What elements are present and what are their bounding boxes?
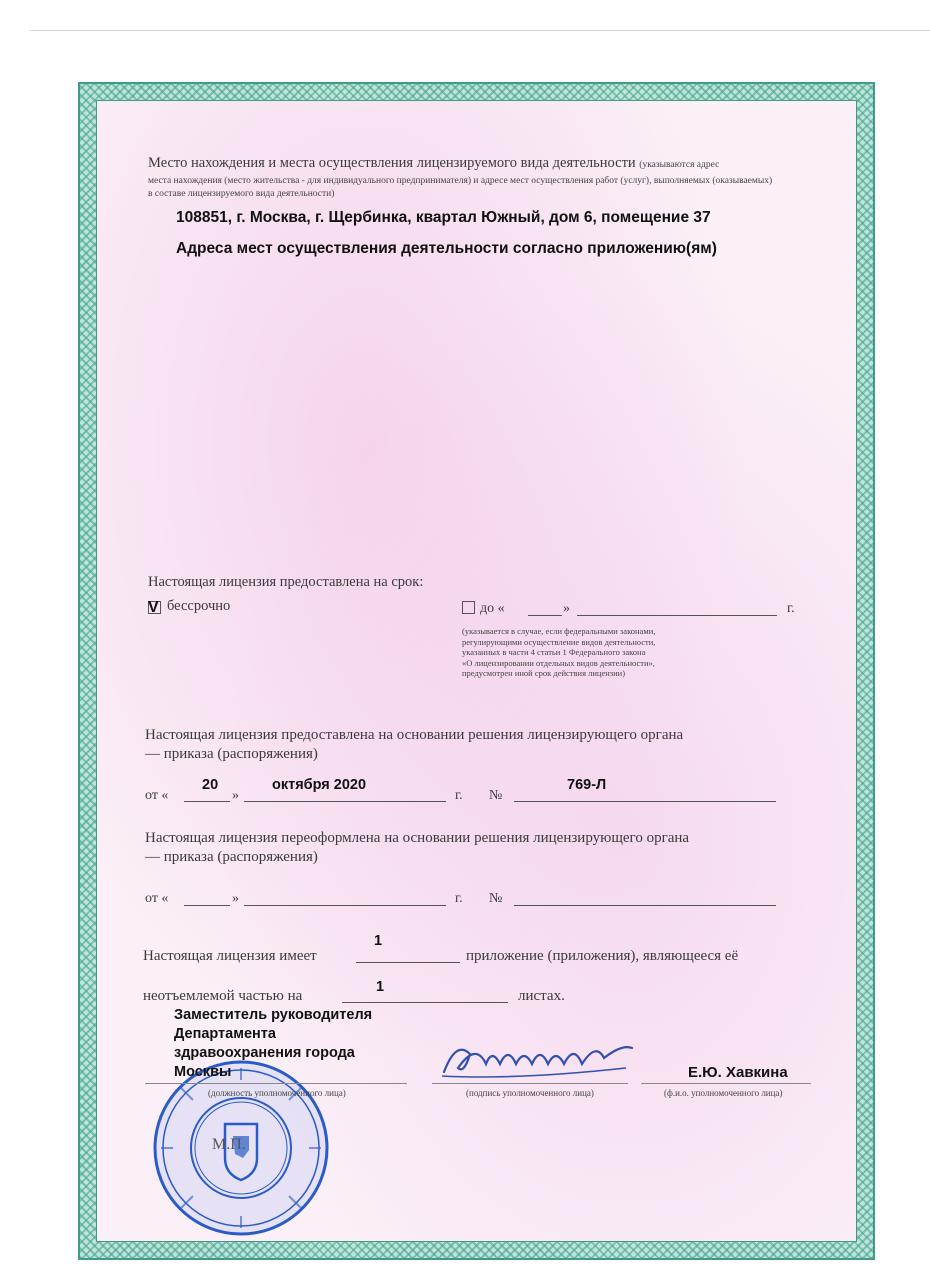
reissue-line1: Настоящая лицензия переоформлена на основании решения лицензирующего органа	[145, 830, 690, 846]
position-line: здравоохранения города	[174, 1045, 355, 1061]
location-heading-text: Место нахождения и места осуществления лицензируемого вида деятельности	[148, 155, 636, 171]
basis-number-sign: №	[489, 788, 503, 803]
appendix-sheets-line	[342, 1002, 508, 1003]
until-date-line	[577, 615, 777, 616]
reissue-from-mid: »	[232, 891, 239, 906]
basis-line2: — приказа (распоряжения)	[145, 746, 318, 762]
appendix-count: 1	[374, 933, 383, 949]
reissue-line2: — приказа (распоряжения)	[145, 849, 318, 865]
reissue-year-suffix: г.	[455, 891, 463, 906]
stamp-mark: М.П.	[212, 1136, 246, 1153]
appendix-sheets: 1	[376, 979, 385, 995]
reissue-from-prefix: от «	[145, 891, 169, 906]
until-prefix: до «	[480, 601, 505, 616]
term-note	[462, 626, 655, 679]
position-line: Москвы	[174, 1064, 232, 1080]
position-line: Департамента	[174, 1026, 276, 1042]
handwritten-signature	[436, 1034, 636, 1082]
term-note-line: предусмотрен иной срок действия лицензии)	[462, 668, 626, 678]
basis-year-suffix: г.	[455, 788, 463, 803]
checkbox-check-mark: V	[148, 599, 159, 616]
signature-line	[432, 1083, 628, 1084]
position-line-rule	[145, 1083, 407, 1084]
position-line: Заместитель руководителя	[174, 1007, 373, 1023]
signer-name: Е.Ю. Хавкина	[688, 1064, 788, 1081]
basis-date-line	[244, 801, 446, 802]
signature-scribble	[436, 1034, 636, 1082]
term-note-line: (указывается в случае, если федеральными законами,	[462, 626, 656, 636]
scan-edge-line	[30, 30, 930, 31]
reissue-day-line	[184, 905, 230, 906]
reissue-date-line	[244, 905, 446, 906]
appendix-count-line	[356, 962, 460, 963]
appendix-line2-before: неотъемлемой частью на	[143, 988, 303, 1004]
term-label: Настоящая лицензия предоставлена на срок:	[148, 574, 424, 590]
basis-day: 20	[202, 777, 219, 793]
appendix-line2-after: листах.	[518, 988, 565, 1004]
location-heading	[148, 154, 828, 172]
basis-month-year: октября 2020	[272, 777, 367, 793]
name-line	[641, 1083, 811, 1084]
basis-number: 769-Л	[567, 777, 607, 793]
basis-day-line	[184, 801, 230, 802]
appendix-text-before: Настоящая лицензия имеет	[143, 948, 317, 964]
reissue-number-line	[514, 905, 776, 906]
indefinite-label: бессрочно	[167, 598, 231, 614]
activity-places-line: Адреса мест осуществления деятельности согласно приложению(ям)	[176, 240, 717, 257]
basis-line1: Настоящая лицензия предоставлена на основании решения лицензирующего органа	[145, 727, 684, 743]
location-note-2: места нахождения (место жительства - для индивидуального предпринимателя) и адресе мест осуществления работ (услуг), выполняемых (оказываемых)	[148, 176, 773, 186]
signature-caption: (подпись уполномоченного лица)	[466, 1088, 594, 1098]
appendix-text-after: приложение (приложения), являющееся её	[466, 948, 739, 964]
basis-from-prefix: от «	[145, 788, 169, 803]
until-year-suffix: г.	[787, 601, 795, 616]
signer-position	[174, 1006, 372, 1082]
basis-from-mid: »	[232, 788, 239, 803]
location-note-1: (указываются адрес	[639, 160, 720, 170]
location-note-3: в составе лицензируемого вида деятельности)	[148, 189, 335, 199]
until-day-line	[528, 615, 562, 616]
name-caption: (ф.и.о. уполномоченного лица)	[664, 1088, 783, 1098]
reissue-number-sign: №	[489, 891, 503, 906]
until-checkbox[interactable]	[462, 601, 475, 614]
position-caption: (должность уполномоченного лица)	[208, 1088, 346, 1098]
address-line: 108851, г. Москва, г. Щербинка, квартал Южный, дом 6, помещение 37	[176, 209, 711, 226]
term-note-line: указанных в части 4 статьи 1 Федерального закона	[462, 647, 646, 657]
basis-number-line	[514, 801, 776, 802]
term-note-line: регулирующими осуществление видов деятельности,	[462, 636, 656, 647]
until-mid: »	[563, 601, 570, 616]
term-note-line: «О лицензировании отдельных видов деятельности»,	[462, 657, 655, 668]
